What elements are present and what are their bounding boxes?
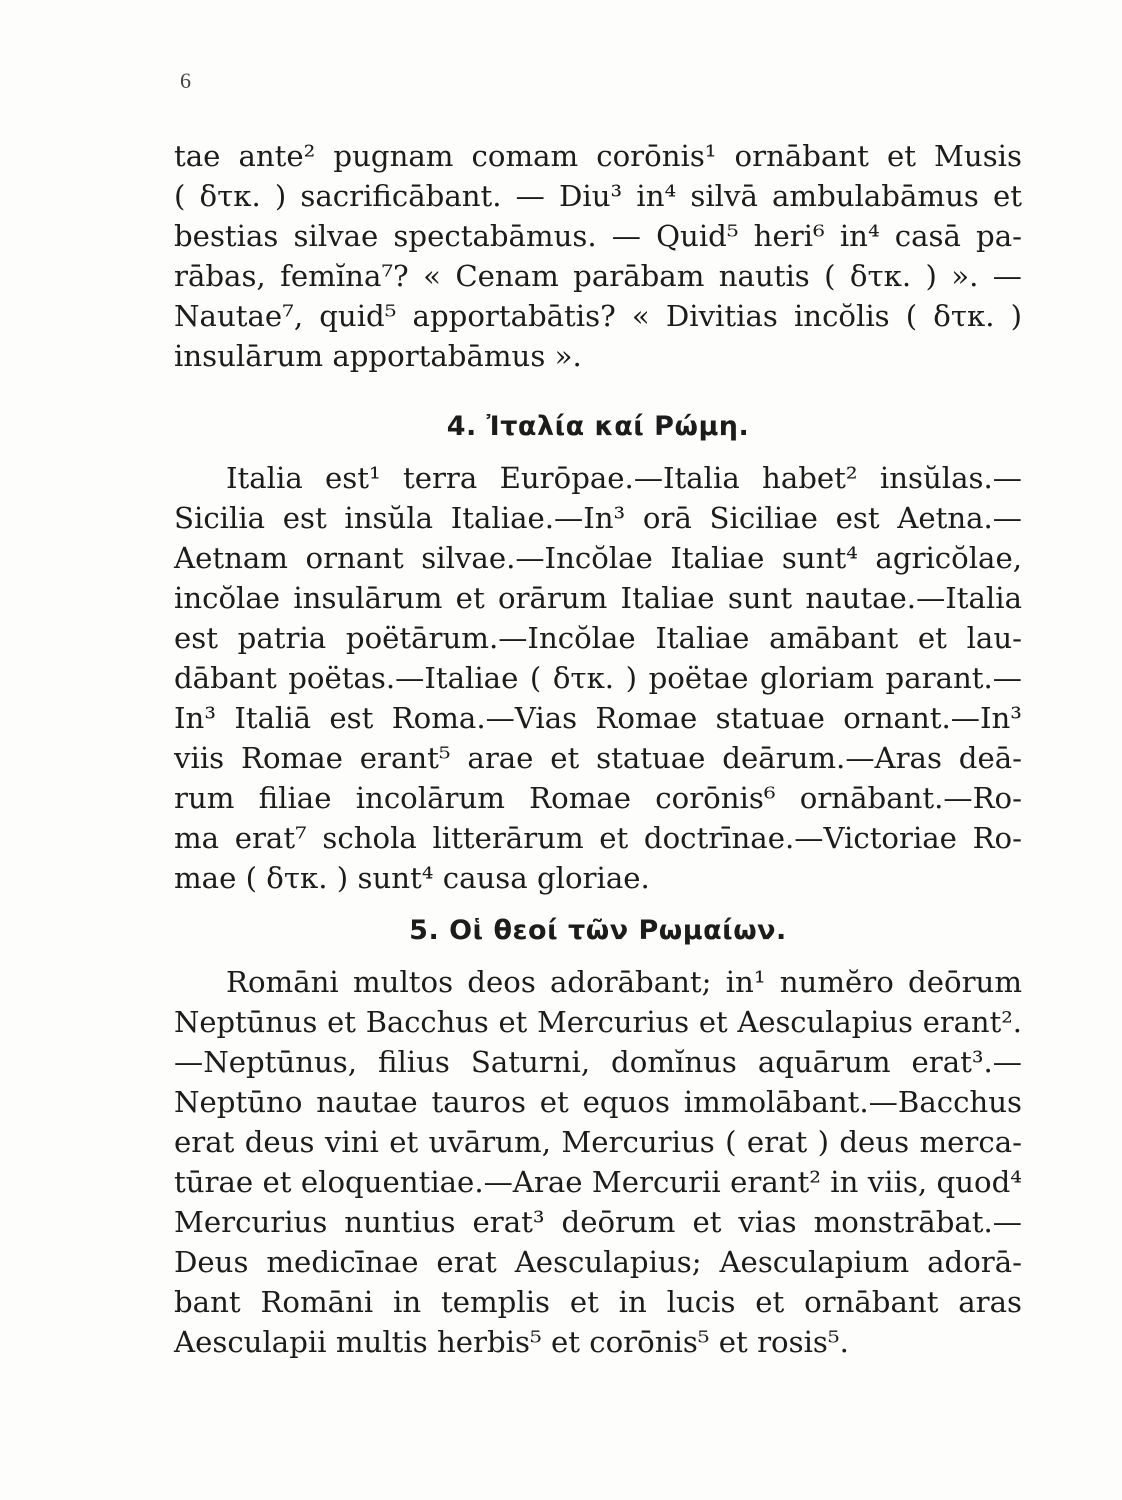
text-line: est patria poëtārum.—Incŏlae Italiae amābant et lau- <box>174 621 1022 655</box>
section-heading-4: 4. Ἰταλία καί Ρώμη. <box>446 411 750 442</box>
text-line: tae ante² pugnam comam corōnis¹ ornābant et Musis <box>174 139 1022 173</box>
text-line: rābas, femĭna⁷? « Cenam parābam nautis ( δτκ. ) ». — <box>174 259 1022 293</box>
text-line: rum filiae incolārum Romae corōnis⁶ ornābant.—Ro- <box>174 781 1022 815</box>
text-line: tūrae et eloquentiae.—Arae Mercurii erant² in viis, quod⁴ <box>174 1165 1022 1199</box>
paragraph-continuation <box>174 136 1022 376</box>
paragraph-section-4 <box>174 458 1022 898</box>
text-line: viis Romae erant⁵ arae et statuae deārum.—Aras deā- <box>174 741 1022 775</box>
text-line: Aetnam ornant silvae.—Incŏlae Italiae sunt⁴ agricŏlae, <box>174 541 1022 575</box>
text-line: Nautae⁷, quid⁵ apportabātis? « Divitias incŏlis ( δτκ. ) <box>174 299 1022 333</box>
text-line: incŏlae insulārum et orārum Italiae sunt nautae.—Italia <box>174 581 1022 615</box>
page-number: 6 <box>180 68 191 93</box>
text-line: In³ Italiā est Roma.—Vias Romae statuae ornant.—In³ <box>174 701 1022 735</box>
text-column <box>174 136 1022 1362</box>
text-line: bestias silvae spectabāmus. — Quid⁵ heri⁶ in⁴ casā pa- <box>174 219 1022 253</box>
text-line: bant Romāni in templis et in lucis et ornābant aras <box>174 1285 1022 1319</box>
text-line: Neptūnus et Bacchus et Mercurius et Aesculapius erant². <box>174 1005 1022 1039</box>
text-line: ma erat⁷ schola litterārum et doctrīnae.—Victoriae Ro- <box>174 821 1022 855</box>
text-line: insulārum apportabāmus ». <box>174 339 582 373</box>
text-line: Mercurius nuntius erat³ deōrum et vias monstrābat.— <box>174 1205 1022 1239</box>
text-line: Romāni multos deos adorābant; in¹ numĕro deōrum <box>226 965 1022 999</box>
text-line: Italia est¹ terra Eurōpae.—Italia habet² insŭlas.— <box>226 461 1022 495</box>
paragraph-section-5 <box>174 962 1022 1362</box>
text-line: Aesculapii multis herbis⁵ et corōnis⁵ et rosis⁵. <box>174 1325 849 1359</box>
text-line: dābant poëtas.—Italiae ( δτκ. ) poëtae gloriam parant.— <box>174 661 1022 695</box>
text-line: erat deus vini et uvārum, Mercurius ( erat ) deus merca- <box>174 1125 1022 1159</box>
text-line: Sicilia est insŭla Italiae.—In³ orā Siciliae est Aetna.— <box>174 501 1022 535</box>
text-line: ( δτκ. ) sacrificābant. — Diu³ in⁴ silvā ambulabāmus et <box>174 179 1022 213</box>
text-line: Deus medicīnae erat Aesculapius; Aesculapium adorā- <box>174 1245 1022 1279</box>
text-line: —Neptūnus, filius Saturni, domĭnus aquārum erat³.— <box>174 1045 1022 1079</box>
text-line: Neptūno nautae tauros et equos immolābant.—Bacchus <box>174 1085 1022 1119</box>
section-heading-5: 5. Οἱ θεοί τῶν Ρωμαίων. <box>409 915 787 946</box>
text-line: mae ( δτκ. ) sunt⁴ causa gloriae. <box>174 861 650 895</box>
